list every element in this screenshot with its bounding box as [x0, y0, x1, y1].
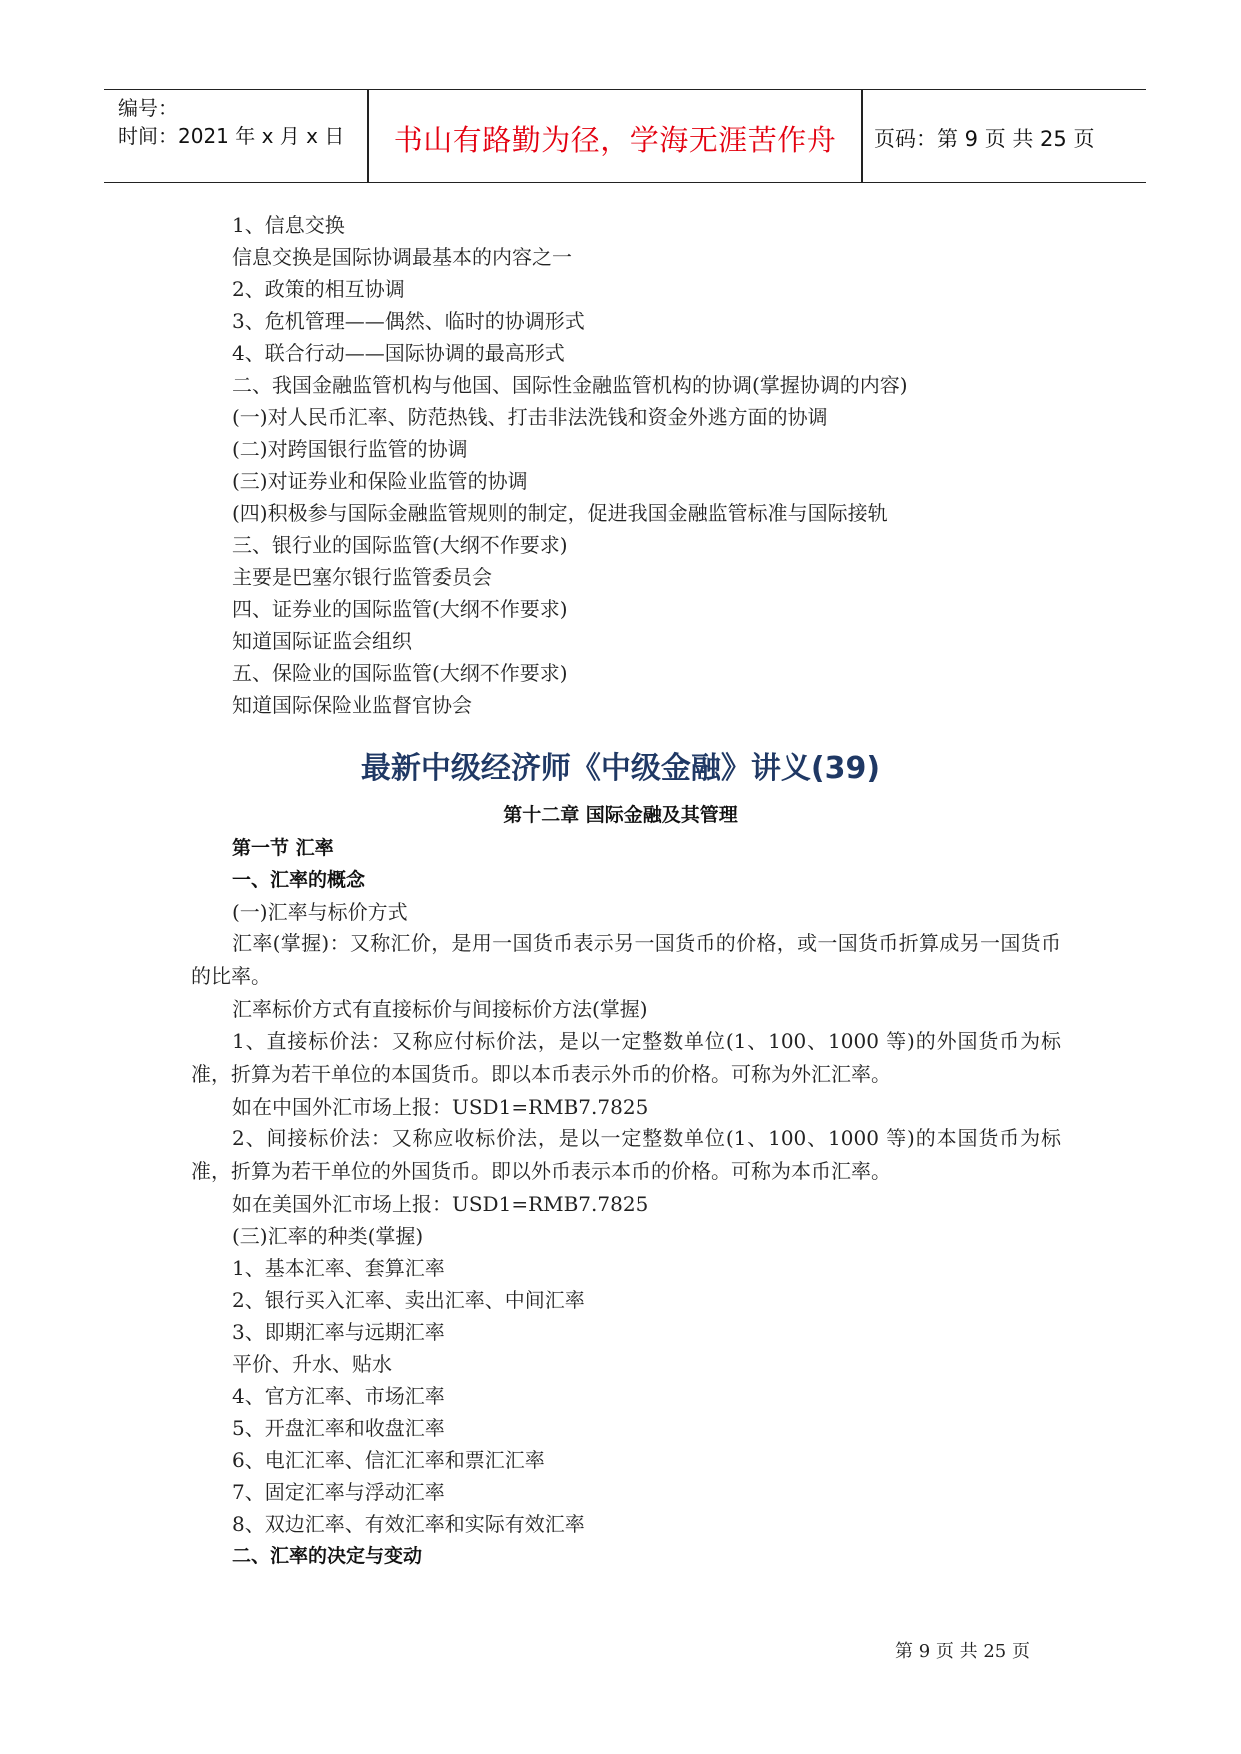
- list-item: 知道国际证监会组织: [232, 629, 412, 653]
- list-item: 二、我国金融监管机构与他国、国际性金融监管机构的协调(掌握协调的内容): [232, 373, 908, 397]
- list-item: (一)对人民币汇率、防范热钱、打击非法洗钱和资金外逃方面的协调: [232, 405, 828, 429]
- list-item: 2、银行买入汇率、卖出汇率、中间汇率: [232, 1288, 585, 1312]
- list-item: 主要是巴塞尔银行监管委员会: [232, 565, 492, 589]
- header-page-info: 页码：第 9 页 共 25 页: [874, 127, 1095, 151]
- list-item: 2、政策的相互协调: [232, 277, 405, 301]
- list-item: 信息交换是国际协调最基本的内容之一: [232, 245, 572, 269]
- list-item: 4、联合行动——国际协调的最高形式: [232, 341, 565, 365]
- section-heading: 第一节 汇率: [232, 837, 334, 859]
- list-item: 如在中国外汇市场上报：USD1=RMB7.7825: [232, 1095, 649, 1119]
- list-item: (一)汇率与标价方式: [232, 900, 408, 924]
- list-item: 1、基本汇率、套算汇率: [232, 1256, 445, 1280]
- list-item: 四、证券业的国际监管(大纲不作要求): [232, 597, 568, 621]
- list-item: 五、保险业的国际监管(大纲不作要求): [232, 661, 568, 685]
- page-header: [104, 89, 1146, 183]
- paragraph-indirect-quote: 2、间接标价法：又称应收标价法，是以一定整数单位(1、100、1000 等)的本国货币为标准，折算为若干单位的外国货币。即以外币表示本币的价格。可称为本币汇率。: [191, 1126, 1061, 1183]
- list-item: (四)积极参与国际金融监管规则的制定，促进我国金融监管标准与国际接轨: [232, 501, 888, 525]
- list-item: 5、开盘汇率和收盘汇率: [232, 1416, 445, 1440]
- list-item: 平价、升水、贴水: [232, 1352, 392, 1376]
- paragraph-exchange-rate: 汇率(掌握)：又称汇价，是用一国货币表示另一国货币的价格，或一国货币折算成另一国货币的比率。: [191, 931, 1061, 988]
- list-item: (三)对证券业和保险业监管的协调: [232, 469, 528, 493]
- list-item: 知道国际保险业监督官协会: [232, 693, 472, 717]
- list-item: 如在美国外汇市场上报：USD1=RMB7.7825: [232, 1192, 649, 1216]
- list-item: 8、双边汇率、有效汇率和实际有效汇率: [232, 1512, 585, 1536]
- list-item: 3、即期汇率与远期汇率: [232, 1320, 445, 1344]
- header-meta: [118, 94, 368, 150]
- list-item: 汇率标价方式有直接标价与间接标价方法(掌握): [232, 997, 648, 1021]
- list-item: 7、固定汇率与浮动汇率: [232, 1480, 445, 1504]
- list-item: 三、银行业的国际监管(大纲不作要求): [232, 533, 568, 557]
- subsection-heading: 二、汇率的决定与变动: [232, 1545, 423, 1567]
- list-item: (三)汇率的种类(掌握): [232, 1224, 424, 1248]
- header-motto: 书山有路勤为径，学海无涯苦作舟: [393, 123, 837, 157]
- list-item: 3、危机管理——偶然、临时的协调形式: [232, 309, 585, 333]
- paragraph-direct-quote: 1、直接标价法：又称应付标价法，是以一定整数单位(1、100、1000 等)的外国货币为标准，折算为若干单位的本国货币。即以本币表示外币的价格。可称为外汇汇率。: [191, 1029, 1061, 1086]
- time-label: 时间：2021 年 x 月 x 日: [118, 124, 345, 148]
- subsection-heading: 一、汇率的概念: [232, 869, 366, 891]
- header-divider: [861, 90, 863, 182]
- document-title: 最新中级经济师《中级金融》讲义(39): [360, 751, 881, 786]
- chapter-heading: 第十二章 国际金融及其管理: [503, 804, 738, 826]
- serial-label: 编号：: [118, 96, 178, 120]
- list-item: (二)对跨国银行监管的协调: [232, 437, 468, 461]
- page-footer: 第 9 页 共 25 页: [895, 1641, 1030, 1662]
- list-item: 6、电汇汇率、信汇汇率和票汇汇率: [232, 1448, 545, 1472]
- list-item: 4、官方汇率、市场汇率: [232, 1384, 445, 1408]
- list-item: 1、信息交换: [232, 213, 345, 237]
